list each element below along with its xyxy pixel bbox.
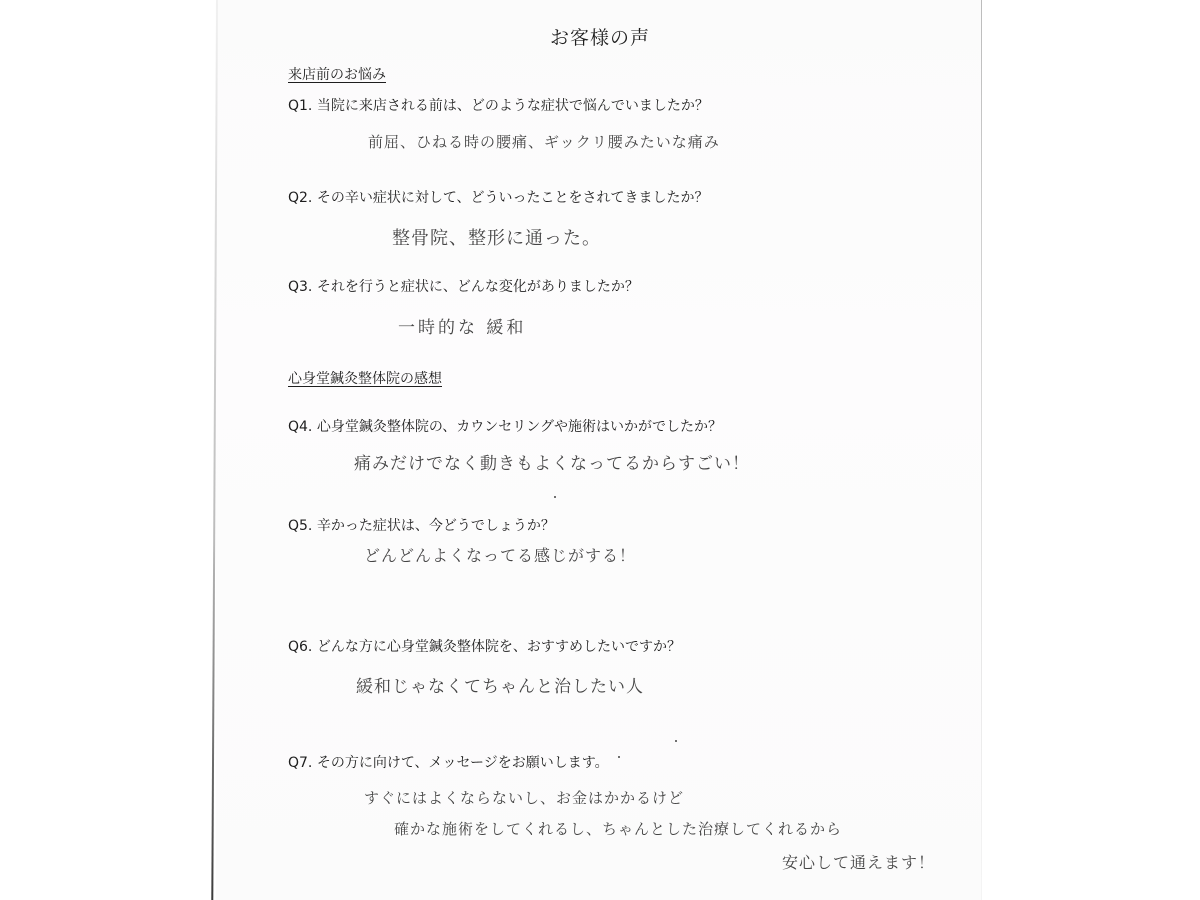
scan-speck <box>554 496 556 498</box>
question-q1: Q1. 当院に来店される前は、どのような症状で悩んでいましたか？ <box>288 98 709 114</box>
answer-q6-line-1: 緩和じゃなくてちゃんと治したい人 <box>356 677 644 697</box>
section-heading-before-visit: 来店前のお悩み <box>288 67 386 83</box>
page-right-edge <box>981 0 982 900</box>
question-q7: Q7. その方に向けて、メッセージをお願いします。 <box>288 755 609 771</box>
answer-q7-line-3: 安心して通えます！ <box>782 853 936 872</box>
scan-speck <box>675 740 677 742</box>
answer-q1-line-1: 前屈、ひねる時の腰痛、ギックリ腰みたいな痛み <box>368 133 720 151</box>
question-q5: Q5. 辛かった症状は、今どうでしょうか？ <box>288 518 555 534</box>
questionnaire-page <box>216 0 982 900</box>
page-left-edge <box>211 0 218 900</box>
answer-q4-line-1: 痛みだけでなく動きもよくなってるからすごい！ <box>354 454 750 474</box>
question-q6: Q6. どんな方に心身堂鍼灸整体院を、おすすめしたいですか？ <box>288 639 681 655</box>
answer-q7-line-2: 確かな施術をしてくれるし、ちゃんとした治療してくれるから <box>394 820 843 838</box>
question-q4: Q4. 心身堂鍼灸整体院の、カウンセリングや施術はいかがでしたか？ <box>288 419 722 435</box>
scan-speck <box>618 756 620 758</box>
answer-q7-line-1: すぐにはよくならないし、お金はかかるけど <box>364 789 685 807</box>
answer-q2-line-1: 整骨院、整形に通った。 <box>392 228 601 249</box>
answer-q3-line-1: 一時的な 緩和 <box>398 318 527 338</box>
answer-q5-line-1: どんどんよくなってる感じがする！ <box>364 546 637 565</box>
question-q3: Q3. それを行うと症状に、どんな変化がありましたか？ <box>288 279 639 295</box>
question-q2: Q2. その辛い症状に対して、どういったことをされてきましたか？ <box>288 190 709 206</box>
section-heading-impressions: 心身堂鍼灸整体院の感想 <box>288 371 442 387</box>
document-title: お客様の声 <box>550 27 651 49</box>
